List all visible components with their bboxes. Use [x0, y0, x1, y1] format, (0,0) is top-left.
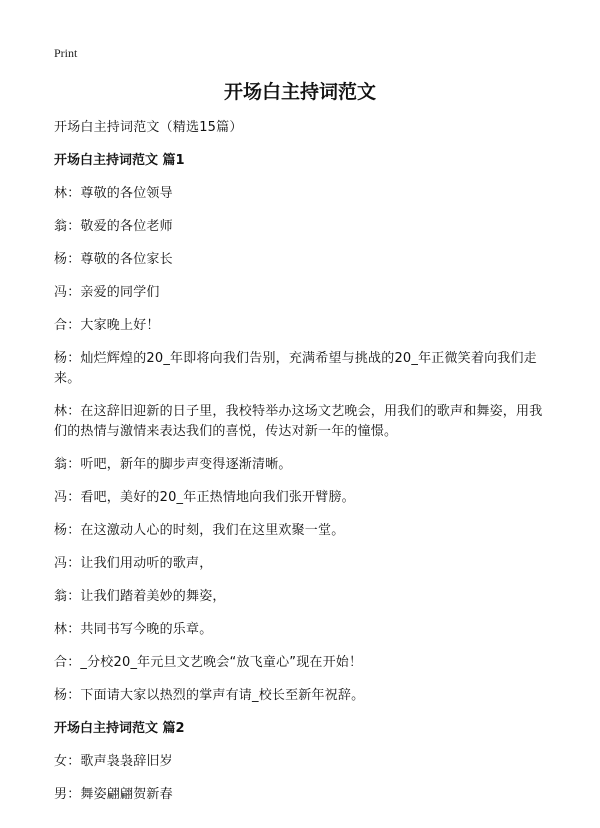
dialogue-line: 冯：让我们用动听的歌声， — [54, 556, 213, 571]
section-heading: 开场白主持词范文 篇2 — [54, 721, 185, 736]
document-subtitle: 开场白主持词范文（精选15篇） — [54, 120, 243, 135]
dialogue-line: 林：在这辞旧迎新的日子里，我校特举办这场文艺晚会，用我们的歌声和舞姿，用我们的热情与激情来表达我们的喜悦，传达对新一年的憧憬。 — [54, 404, 543, 439]
dialogue-line: 冯：亲爱的同学们 — [54, 285, 160, 300]
print-label: Print — [54, 46, 78, 60]
dialogue-line: 合：大家晚上好！ — [54, 318, 160, 333]
document-title: 开场白主持词范文 — [223, 81, 376, 103]
dialogue-line: 杨：下面请大家以热烈的掌声有请_校长至新年祝辞。 — [54, 688, 365, 703]
dialogue-line: 翁：敬爱的各位老师 — [54, 219, 173, 234]
dialogue-line: 杨：灿烂辉煌的20_年即将向我们告别，充满希望与挑战的20_年正微笑着向我们走来。 — [54, 351, 537, 386]
dialogue-line: 翁：让我们踏着美妙的舞姿， — [54, 589, 226, 604]
dialogue-line: 合：_分校20_年元旦文艺晚会“放飞童心”现在开始！ — [54, 655, 363, 670]
dialogue-line: 林：尊敬的各位领导 — [54, 186, 173, 201]
dialogue-line: 冯：看吧，美好的20_年正热情地向我们张开臂膀。 — [54, 490, 355, 505]
dialogue-line: 杨：尊敬的各位家长 — [54, 252, 173, 267]
dialogue-line: 男：舞姿翩翩贺新春 — [54, 787, 173, 802]
document-body — [54, 118, 550, 818]
dialogue-line: 翁：听吧，新年的脚步声变得逐渐清晰。 — [54, 457, 292, 472]
dialogue-line: 女：歌声袅袅辞旧岁 — [54, 754, 173, 769]
section-heading: 开场白主持词范文 篇1 — [54, 153, 185, 168]
dialogue-line: 林：共同书写今晚的乐章。 — [54, 622, 213, 637]
dialogue-line: 杨：在这激动人心的时刻，我们在这里欢聚一堂。 — [54, 523, 345, 538]
